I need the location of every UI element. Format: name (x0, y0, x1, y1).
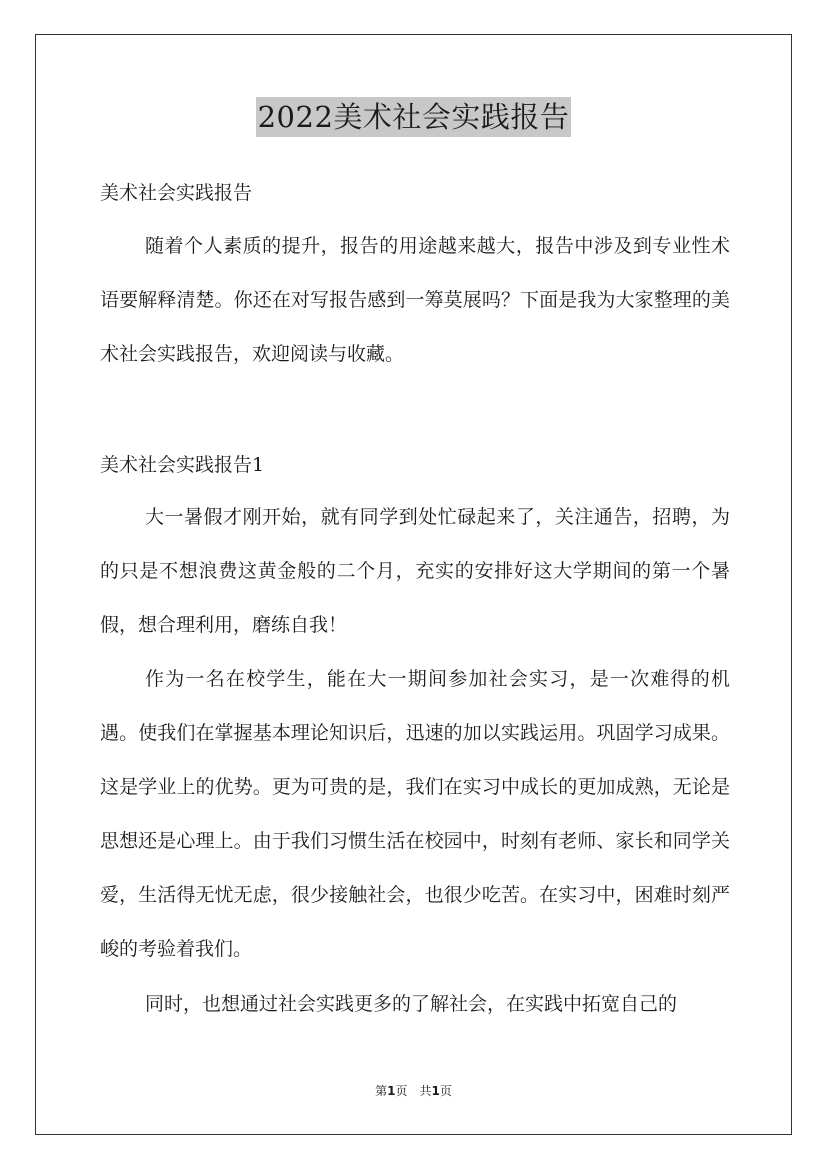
title-container (0, 97, 827, 137)
footer-mid: 页 共 (395, 1084, 432, 1098)
document-subtitle: 美术社会实践报告 (100, 182, 253, 204)
footer-total-pages: 1 (431, 1084, 440, 1098)
paragraph-1: 大一暑假才刚开始，就有同学到处忙碌起来了，关注通告，招聘，为的只是不想浪费这黄金般的二个月，充实的安排好这大学期间的第一个暑假，想合理利用，磨练自我！ (100, 506, 730, 636)
paragraph-3: 同时，也想通过社会实践更多的了解社会，在实践中拓宽自己的 (145, 993, 678, 1015)
paragraph-2: 作为一名在校学生，能在大一期间参加社会实习，是一次难得的机遇。使我们在掌握基本理论知识后，迅速的加以实践运用。巩固学习成果。这是学业上的优势。更为可贵的是，我们在实习中成长的更加成熟，无论是思想还是心理上。由于我们习惯生活在校园中，时刻有老师、家长和同学关爱，生活得无忧无虑，很少接触社会，也很少吃苦。在实习中，困难时刻严峻的考验着我们。 (100, 668, 730, 960)
page-footer (0, 1083, 827, 1099)
document-title: 2022美术社会实践报告 (256, 97, 572, 137)
intro-paragraph: 随着个人素质的提升，报告的用途越来越大，报告中涉及到专业性术语要解释清楚。你还在对写报告感到一筹莫展吗？下面是我为大家整理的美术社会实践报告，欢迎阅读与收藏。 (100, 235, 730, 365)
section-heading: 美术社会实践报告1 (100, 454, 265, 476)
footer-prefix: 第 (375, 1084, 388, 1098)
footer-suffix: 页 (439, 1084, 452, 1098)
footer-current-page: 1 (387, 1084, 396, 1098)
